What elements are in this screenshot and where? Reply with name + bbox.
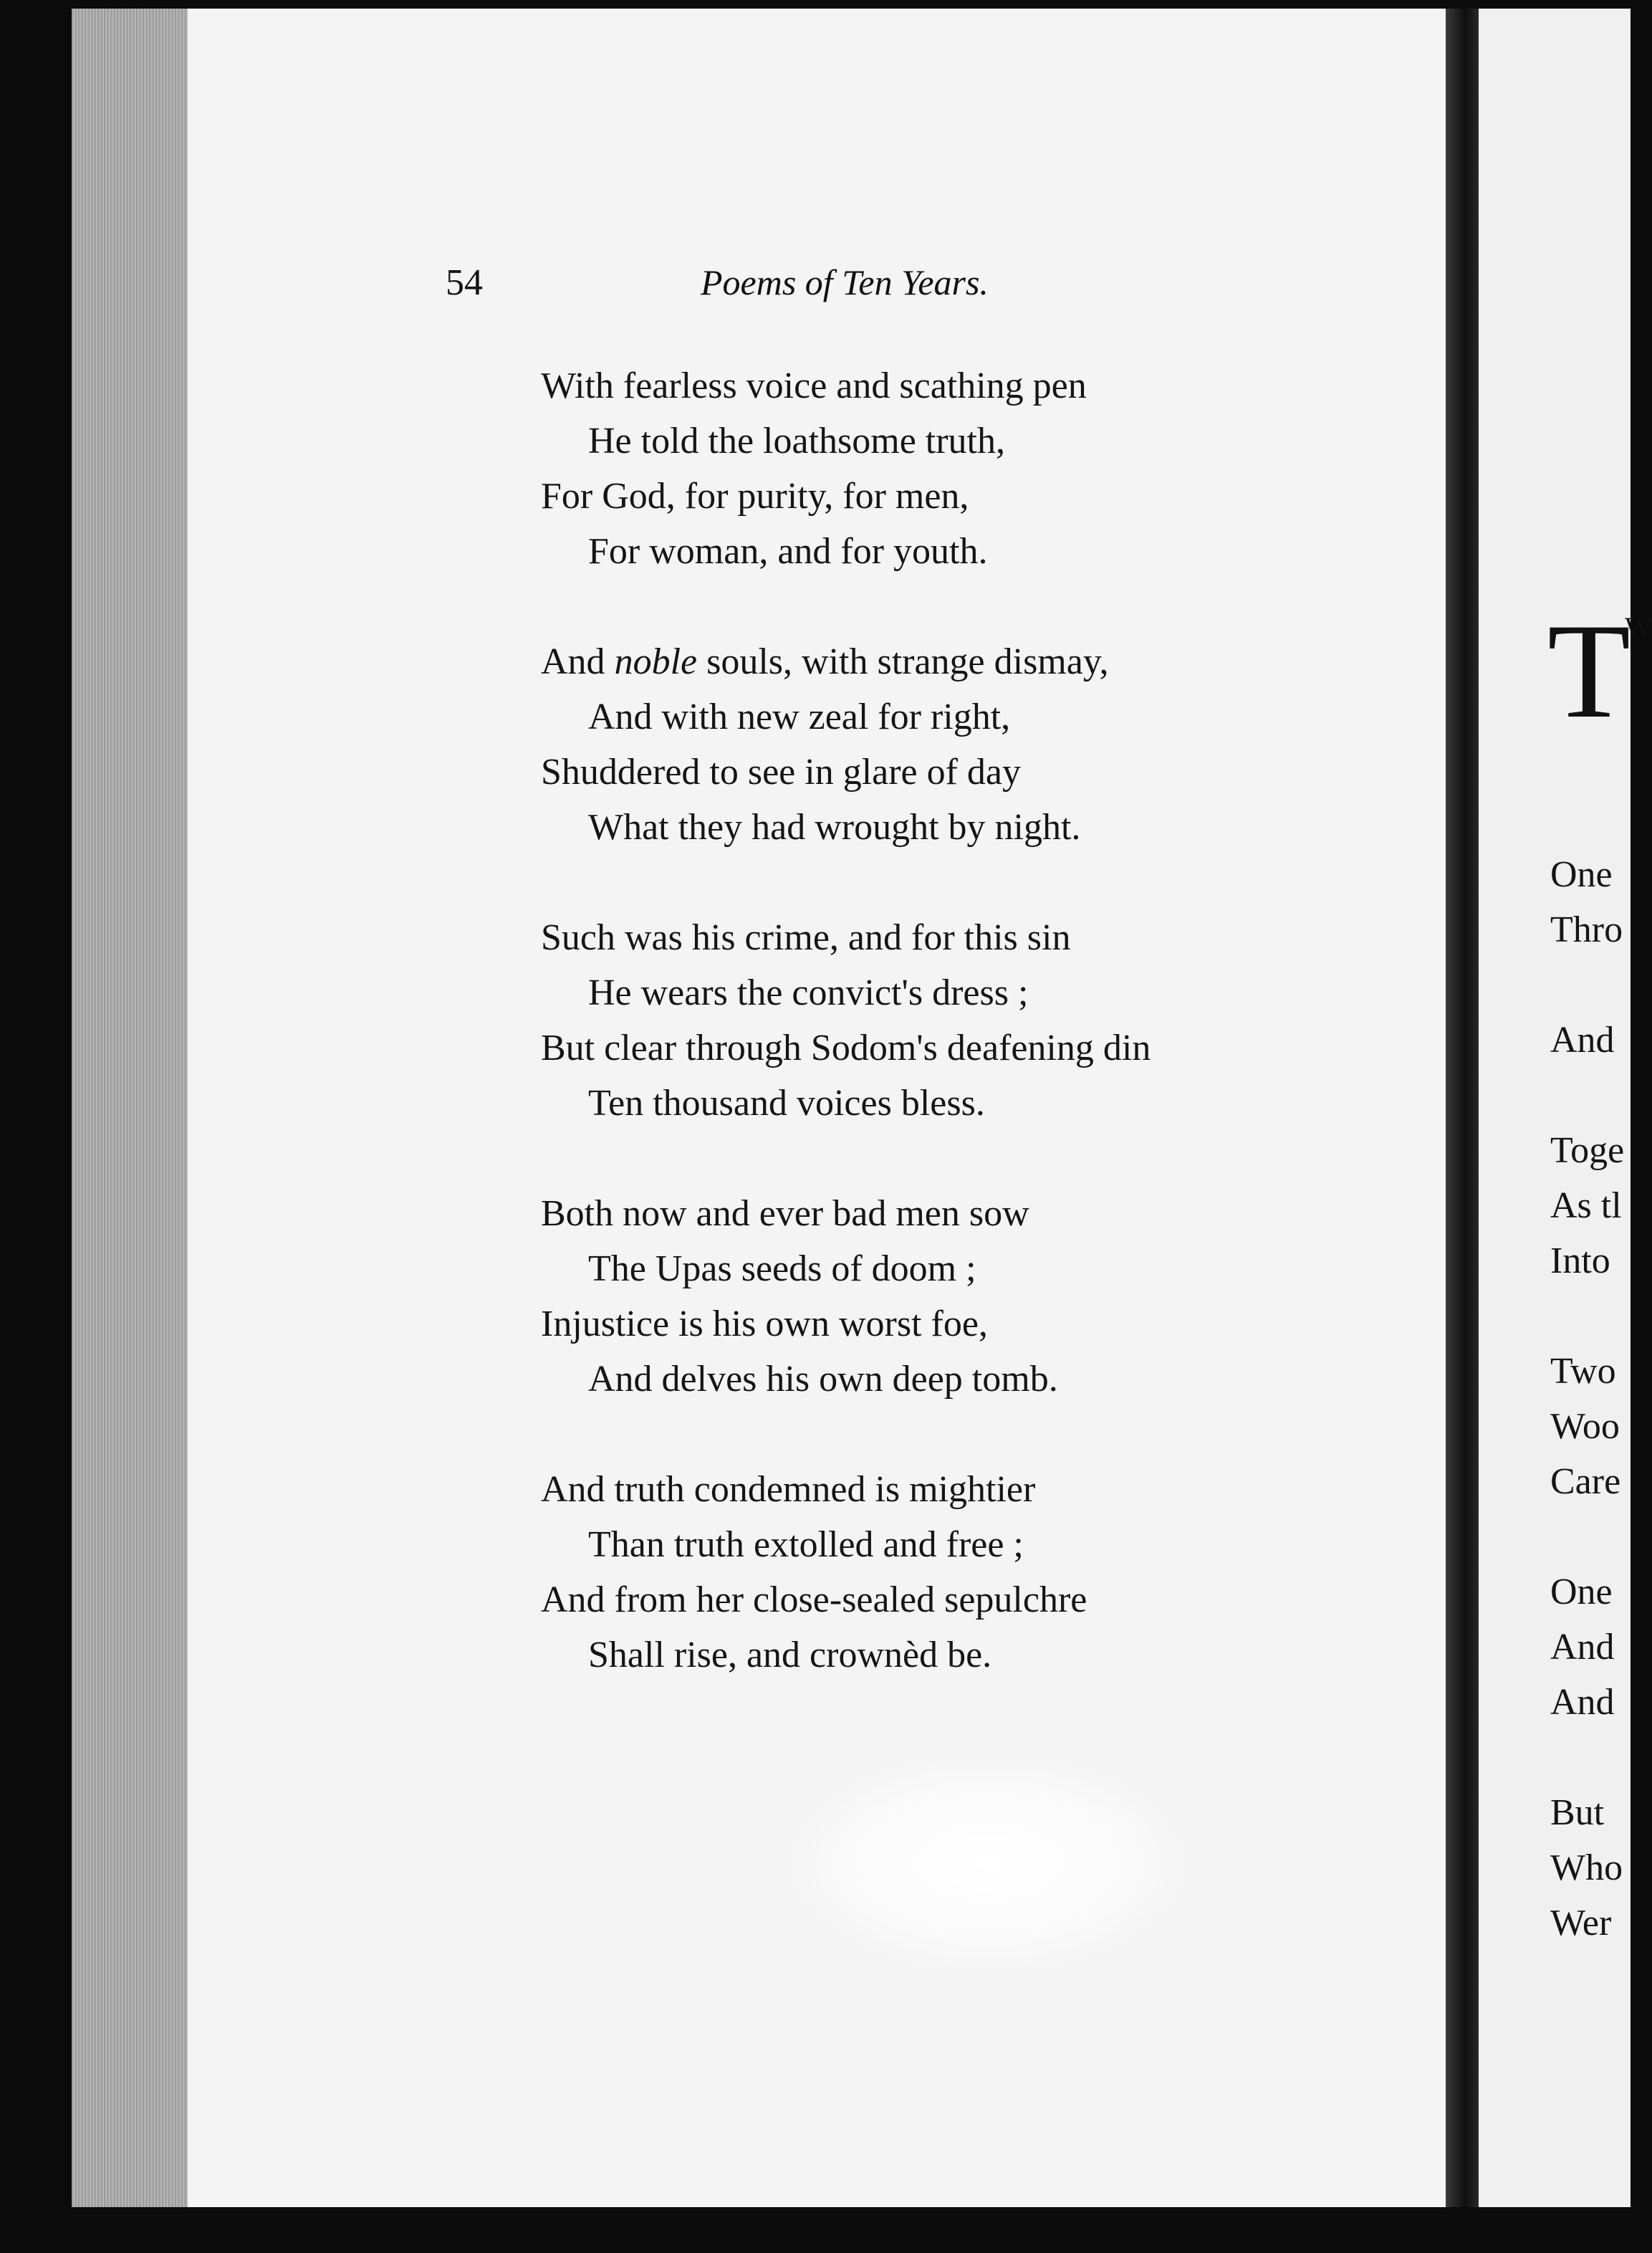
italic-word: noble	[614, 641, 698, 682]
poem-line: He told the loathsome truth,	[588, 421, 1006, 461]
poem-line: Shall rise, and crownèd be.	[588, 1635, 992, 1675]
poem-text	[541, 358, 1436, 1738]
right-page-text	[1550, 847, 1624, 1951]
poem-line: And delves his own deep tomb.	[588, 1359, 1058, 1400]
line-text: souls, with strange dismay,	[697, 641, 1109, 682]
poem-line: With fearless voice and scathing pen	[541, 365, 1087, 406]
right-line: Into	[1550, 1240, 1610, 1281]
book-gutter	[1446, 9, 1479, 2207]
poem-line: What they had wrought by night.	[588, 807, 1081, 848]
right-line-gap	[1550, 1509, 1624, 1564]
poem-line: And from her close-sealed sepulchre	[541, 1579, 1087, 1620]
stanza-1	[541, 358, 1436, 579]
stanza-3	[541, 910, 1436, 1131]
poem-line: For woman, and for youth.	[588, 531, 988, 572]
right-line: As tl	[1550, 1185, 1622, 1226]
stanza-5	[541, 1462, 1436, 1683]
right-line-gap	[1550, 1068, 1624, 1123]
poem-line: And with new zeal for right,	[588, 697, 1011, 737]
poem-line: Shuddered to see in glare of day	[541, 752, 1022, 793]
right-line: And	[1550, 1627, 1615, 1668]
right-line: One	[1550, 1572, 1613, 1612]
right-line: Woo	[1550, 1406, 1620, 1447]
right-line-gap	[1550, 1288, 1624, 1344]
poem-line: The Upas seeds of doom ;	[588, 1248, 976, 1289]
poem-line: But clear through Sodom's deafening din	[541, 1028, 1151, 1068]
right-line: Thro	[1550, 909, 1623, 950]
right-line: And	[1550, 1020, 1615, 1061]
right-line: Wer	[1550, 1903, 1612, 1943]
paper-stain	[788, 1756, 1189, 1971]
page-edges	[72, 9, 188, 2207]
running-title: Poems of Ten Years.	[701, 262, 989, 302]
right-line: Who	[1550, 1847, 1623, 1888]
page-header	[446, 262, 1449, 326]
poem-line: And truth condemned is mightier	[541, 1469, 1036, 1510]
poem-line: Injustice is his own worst foe,	[541, 1304, 988, 1344]
poem-line	[541, 634, 1436, 689]
poem-line: For God, for purity, for men,	[541, 476, 969, 517]
poem-line: Than truth extolled and free ;	[588, 1524, 1024, 1565]
right-line: And	[1550, 1682, 1615, 1723]
drop-cap: T	[1547, 596, 1631, 747]
right-line: But	[1550, 1792, 1605, 1833]
scan-border	[0, 2207, 1631, 2253]
right-page	[1479, 9, 1652, 2207]
poem-line: Both now and ever bad men sow	[541, 1193, 1029, 1234]
poem-line: Ten thousand voices bless.	[588, 1083, 985, 1124]
page-number: 54	[446, 262, 483, 303]
stanza-2	[541, 634, 1436, 855]
right-line-gap	[1550, 1730, 1624, 1785]
right-line: Two	[1550, 1351, 1616, 1392]
right-line-gap	[1550, 957, 1624, 1013]
drop-cap-superscript: W	[1625, 611, 1652, 644]
right-line: One	[1550, 854, 1613, 895]
poem-line: He wears the convict's dress ;	[588, 972, 1029, 1013]
right-line: Toge	[1550, 1130, 1625, 1171]
right-line: Care	[1550, 1461, 1621, 1502]
stanza-4	[541, 1186, 1436, 1407]
poem-line: Such was his crime, and for this sin	[541, 917, 1071, 958]
line-text: And	[541, 641, 615, 682]
